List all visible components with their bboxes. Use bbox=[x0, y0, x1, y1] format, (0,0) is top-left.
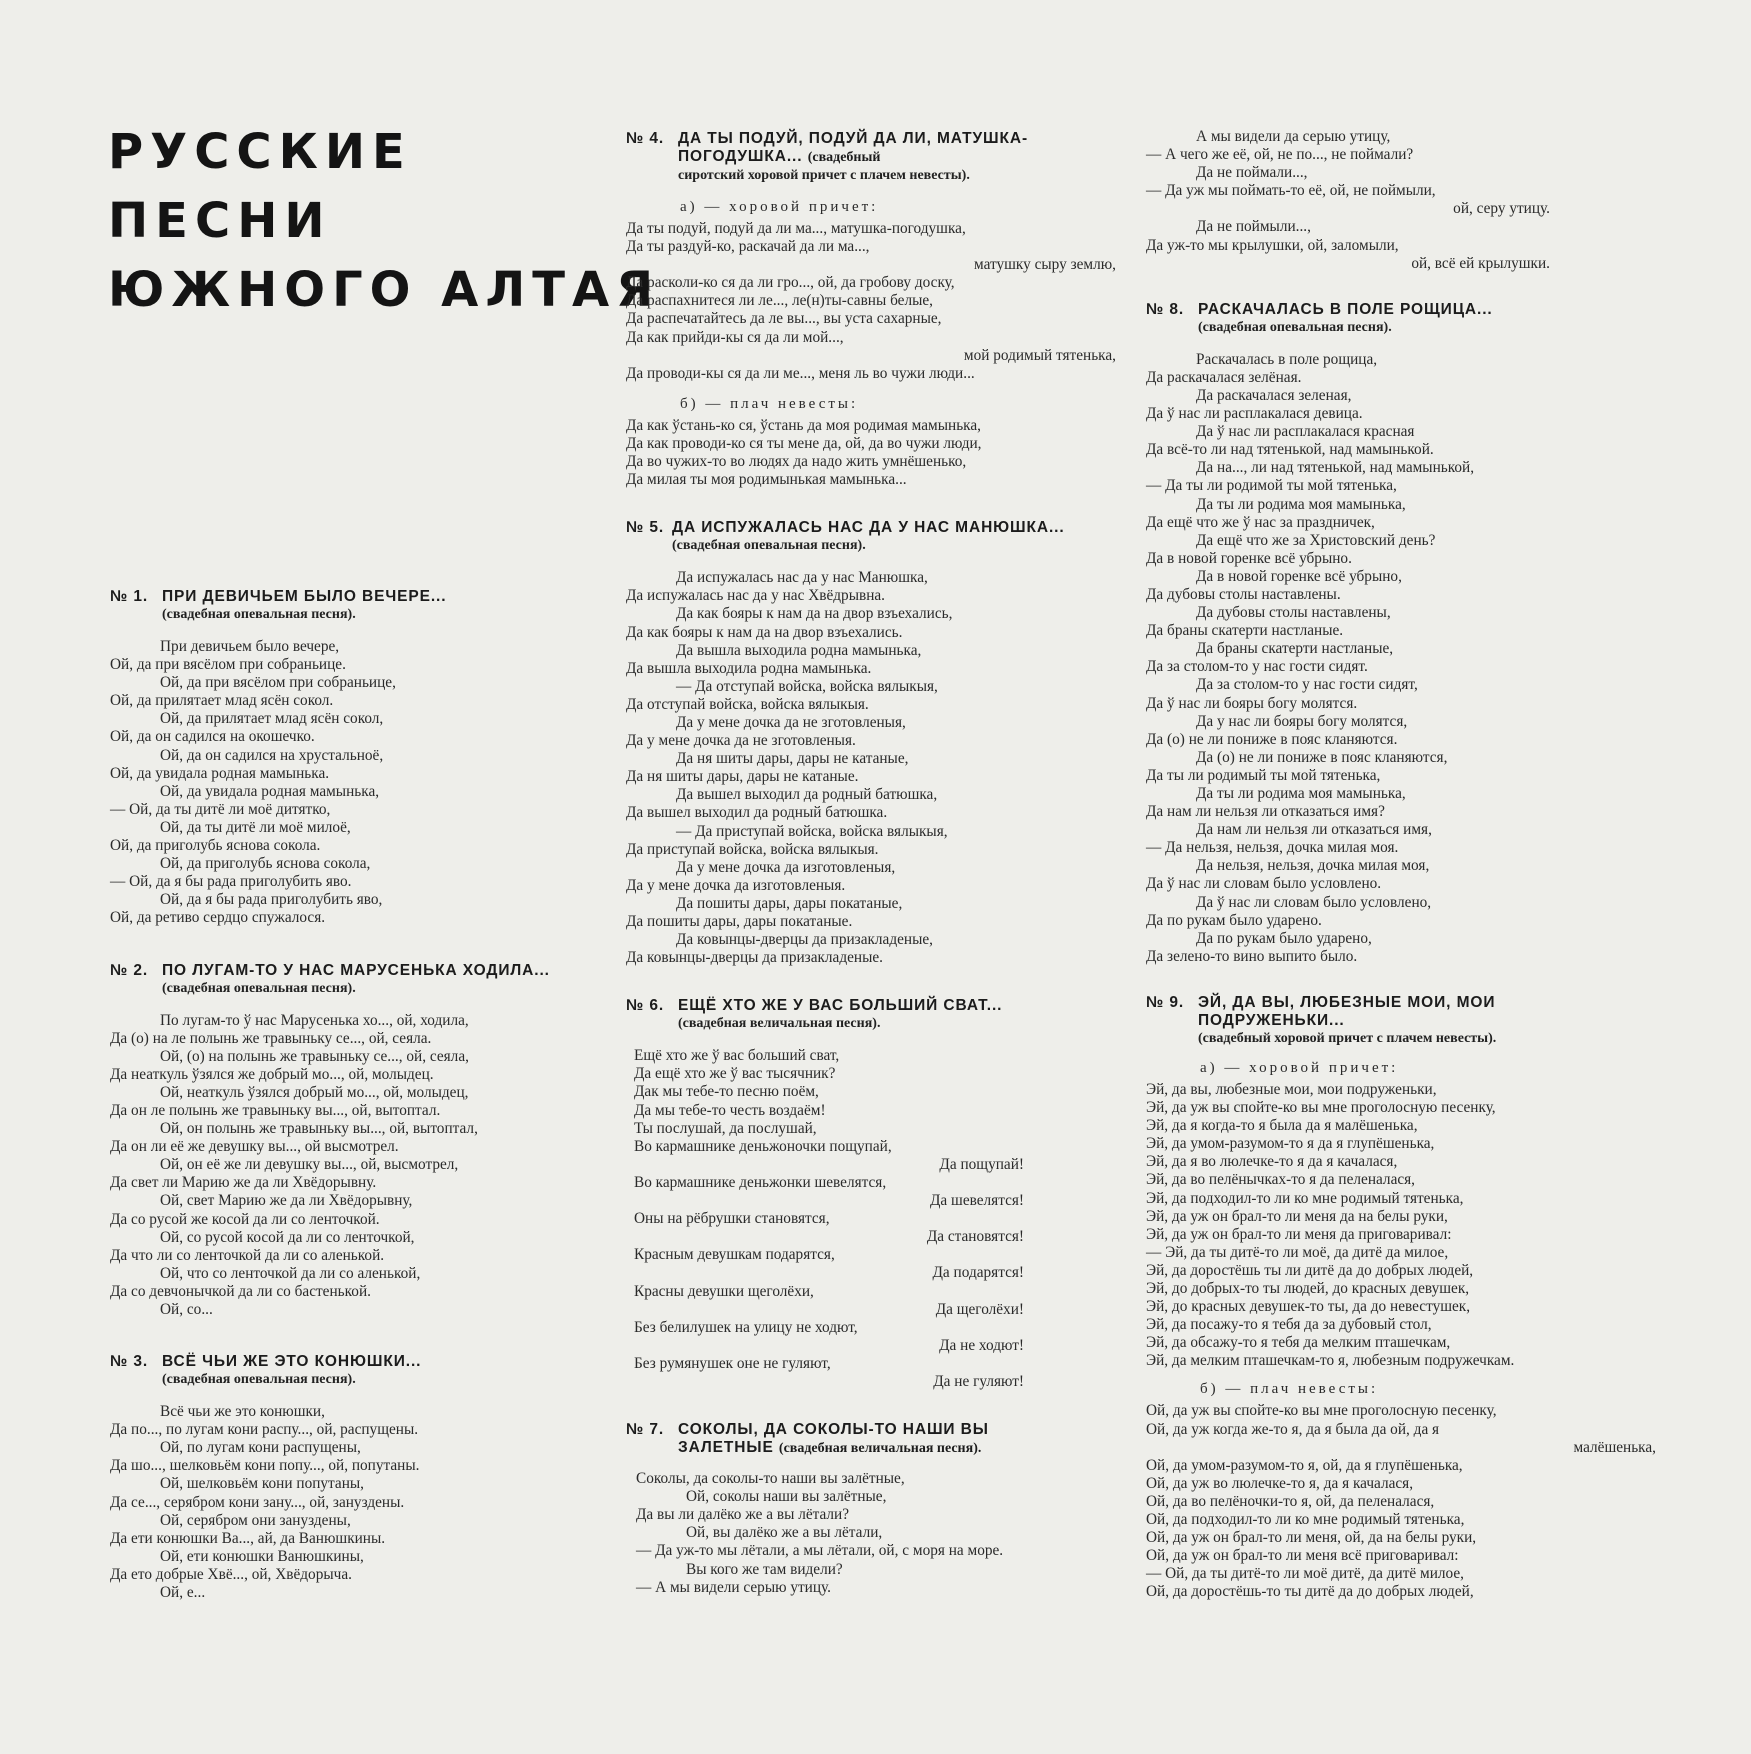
lyric-line: — Ой, да я бы рада приголубить яво. bbox=[110, 873, 352, 891]
lyric-line: Да щеголёхи! bbox=[935, 1300, 1024, 1318]
lyric-line: Да испужалась нас да у нас Манюшка, bbox=[676, 569, 928, 587]
song-number: № 3. bbox=[110, 1353, 149, 1371]
lyric-line: Да уж-то мы крылушки, ой, заломыли, bbox=[1146, 236, 1399, 254]
lyric-line: Ой, неаткуль ўзялся добрый мо..., ой, молыдец, bbox=[160, 1083, 469, 1101]
lyric-line: Да ещё что же за Христовский день? bbox=[1196, 531, 1436, 549]
lyric-line: Да (о) не ли пониже в пояс кланяются. bbox=[1146, 730, 1398, 748]
lyric-line: Да у мене дочка да не зготовленыя. bbox=[626, 732, 856, 750]
song-lyrics bbox=[1146, 351, 1666, 966]
lyric-line: Ой, да при вясёлом при собраньице. bbox=[110, 656, 346, 674]
song-number: № 5. bbox=[626, 519, 665, 537]
section-label-a: а) — хоровой причет: bbox=[1200, 1059, 1399, 1076]
song-lyrics bbox=[110, 1403, 610, 1602]
song-lyrics bbox=[626, 1470, 1126, 1597]
lyric-line: Да дубовы столы наставлены. bbox=[1146, 585, 1341, 603]
lyric-line: Ой, он полынь же травыньку вы..., ой, вытоптал, bbox=[160, 1120, 478, 1138]
lyric-line: Да нам ли нельзя ли отказаться имя? bbox=[1146, 803, 1385, 821]
lyric-line: — Да приступай войска, войска вялыкыя, bbox=[676, 822, 948, 840]
lyric-line: — Да уж-то мы лётали, а мы лётали, ой, с моря на море. bbox=[636, 1542, 1004, 1560]
song-number: № 4. bbox=[626, 130, 665, 147]
song-number: № 9. bbox=[1146, 993, 1185, 1011]
page-title-line-1: РУССКИЕ bbox=[108, 124, 412, 180]
song-subtitle: (свадебная опевальная песня). bbox=[162, 1372, 356, 1388]
song-subtitle: (свадебный хоровой причет с плачем невесты). bbox=[1198, 1030, 1497, 1046]
song-6 bbox=[626, 997, 1126, 1391]
lyric-line: Без румянушек оне не гуляют, bbox=[634, 1354, 831, 1372]
lyric-line: Ой, да при вясёлом при собраньице, bbox=[160, 674, 396, 692]
song-lyrics bbox=[626, 569, 1126, 967]
lyric-line: Да ты ли родима моя мамынька, bbox=[1196, 495, 1406, 513]
lyric-line: А мы видели да серыю утицу, bbox=[1196, 128, 1391, 145]
lyric-line: Да пошиты дары, дары покатаные, bbox=[676, 894, 903, 912]
lyric-line: Ой, да приголубь яснова сокола, bbox=[160, 855, 371, 873]
lyric-line: Всё чьи же это конюшки, bbox=[160, 1403, 325, 1421]
song-8 bbox=[1146, 301, 1666, 966]
lyric-line: Да как бояры к нам да на двор взъехались. bbox=[626, 623, 903, 641]
lyric-line: Соколы, да соколы-то наши вы залётные, bbox=[636, 1470, 905, 1488]
lyric-line: Да во чужих-то во людях да надо жить умнёшенько, bbox=[626, 453, 967, 471]
lyric-line: ой, всё ей крылушки. bbox=[1411, 254, 1550, 272]
lyric-line: Да ты раздуй-ко, раскачай да ли ма..., bbox=[626, 238, 870, 256]
lyric-line: Да ковынцы-дверцы да призакладеные, bbox=[676, 931, 933, 949]
song-number: № 8. bbox=[1146, 300, 1185, 318]
lyric-line: Ой, да умом-разумом-то я, ой, да я глупёшенька, bbox=[1146, 1456, 1463, 1474]
song-subtitle: (свадебная величальная песня). bbox=[678, 1016, 881, 1032]
lyric-line: малёшенька, bbox=[1573, 1438, 1656, 1456]
lyric-line: Ой, да приголубь яснова сокола. bbox=[110, 837, 321, 855]
lyric-line: Эй, да во пелёнычках-то я да пеленалася, bbox=[1146, 1171, 1416, 1189]
lyric-line: Да милая ты моя родимынькая мамынька... bbox=[626, 471, 907, 489]
lyric-line: Эй, да я когда-то я была да я малёшенька, bbox=[1146, 1117, 1418, 1135]
column-1 bbox=[110, 588, 610, 1602]
lyric-line: Да ты подуй, подуй да ли ма..., матушка-погодушка, bbox=[626, 220, 966, 237]
song-number: № 1. bbox=[110, 588, 149, 605]
lyric-line: Ой, да уж когда же-то я, да я была да ой, да я bbox=[1146, 1420, 1440, 1438]
lyric-line: Да раскачалася зеленая, bbox=[1196, 386, 1352, 404]
lyric-line: Во кармашнике деньжоночки пощупай, bbox=[634, 1137, 892, 1155]
song-1 bbox=[110, 588, 610, 928]
lyric-line: — Да уж мы поймать-то её, ой, не поймыли, bbox=[1146, 182, 1436, 200]
lyric-line: Ой, да подходил-то ли ко мне родимый тятенька, bbox=[1146, 1511, 1465, 1528]
lyric-line: Ой, да уж он брал-то ли меня, ой, да на белы руки, bbox=[1146, 1529, 1477, 1547]
lyric-line: Вы кого же там видели? bbox=[686, 1560, 843, 1578]
lyric-line: Да вышел выходил да родный батюшка, bbox=[676, 786, 938, 804]
lyric-line: Да как проводи-ко ся ты мене да, ой, да во чужи люди, bbox=[626, 434, 982, 452]
lyric-line: Да как бояры к нам да на двор взъехались, bbox=[676, 605, 953, 623]
lyric-line: Да вышла выходила родна мамынька, bbox=[676, 641, 922, 659]
lyric-line: Ой, да ретиво сердцо спужалося. bbox=[110, 909, 326, 927]
song-9 bbox=[1146, 994, 1666, 1602]
lyric-line: Ой, (о) на полынь же травыньку се..., ой, сеяла, bbox=[160, 1047, 469, 1065]
song-heading-text: ДА ТЫ ПОДУЙ, ПОДУЙ ДА ЛИ, МАТУШКА-ПОГОДУШКА... bbox=[678, 130, 1029, 165]
song-subtitle: (свадебная опевальная песня). bbox=[672, 538, 866, 554]
lyric-line: Да подарятся! bbox=[932, 1264, 1024, 1282]
song-subtitle: (свадебная опевальная песня). bbox=[162, 607, 356, 622]
lyric-line: Да нельзя, нельзя, дочка милая моя, bbox=[1196, 857, 1430, 875]
song-heading bbox=[678, 1421, 1088, 1458]
lyric-line: Да как ўстань-ко ся, ўстань да моя родимая мамынька, bbox=[626, 416, 981, 434]
lyric-line: Да ети конюшки Ва..., ай, да Ванюшкины. bbox=[110, 1529, 386, 1547]
song-2 bbox=[110, 962, 610, 1320]
lyric-line: — Да отступай войска, войска вялыкыя, bbox=[676, 677, 938, 695]
lyric-line: Эй, да уж он брал-то ли меня да на белы руки, bbox=[1146, 1207, 1448, 1225]
lyric-line: Да по рукам было ударено. bbox=[1146, 911, 1322, 929]
lyric-line: Да ў нас ли расплакалася девица. bbox=[1146, 405, 1363, 423]
lyric-line: мой родимый тятенька, bbox=[963, 346, 1116, 364]
song-lyrics bbox=[110, 1012, 610, 1320]
lyric-line: Ой, шелковьём кони попутаны, bbox=[160, 1475, 364, 1493]
lyric-line: Да расколи-ко ся да ли гро..., ой, да гробову доску, bbox=[626, 274, 955, 292]
lyric-line: — А чего же её, ой, не по..., не поймали? bbox=[1146, 146, 1414, 164]
lyric-line: Да он ле полынь же травыньку вы..., ой, вытоптал. bbox=[110, 1101, 441, 1119]
lyric-line: — Да нельзя, нельзя, дочка милая моя. bbox=[1146, 839, 1399, 857]
song-subtitle-start: (свадебный bbox=[807, 150, 881, 165]
lyric-line: Эй, да посажу-то я тебя да за дубовый стол, bbox=[1146, 1316, 1432, 1334]
lyric-line: Да свет ли Марию же да ли Хвёдорывну. bbox=[110, 1174, 377, 1192]
lyric-line: Да ў нас ли словам было условлено, bbox=[1196, 893, 1432, 911]
lyric-line: Да шо..., шелковьём кони попу..., ой, попутаны. bbox=[110, 1457, 420, 1475]
lyric-line: Да становятся! bbox=[926, 1228, 1024, 1246]
lyric-line: — А мы видели серыю утицу. bbox=[636, 1578, 831, 1596]
lyric-line: ой, серу утицу. bbox=[1453, 200, 1550, 218]
lyric-line: Ой, свет Марию же да ли Хвёдорывну, bbox=[160, 1192, 413, 1210]
lyric-line: Да проводи-кы ся да ли ме..., меня ль во чужи люди... bbox=[626, 364, 975, 382]
song-heading: ПРИ ДЕВИЧЬЕМ БЫЛО ВЕЧЕРЕ... bbox=[162, 588, 447, 605]
lyric-line: Да всё-то ли над тятенькой, над мамынькой. bbox=[1146, 441, 1434, 459]
lyric-line: Раскачалась в поле рощица, bbox=[1196, 350, 1378, 368]
lyric-line: Ты послушай, да послушай, bbox=[634, 1119, 817, 1137]
lyric-line: Ой, соколы наши вы залётные, bbox=[686, 1488, 887, 1506]
lyric-line: Да на..., ли над тятенькой, над мамынькой, bbox=[1196, 459, 1475, 477]
lyric-line: Да ня шиты дары, дары не катаные, bbox=[676, 750, 909, 768]
lyric-line: Да у нас ли бояры богу молятся, bbox=[1196, 712, 1408, 730]
lyric-line: Да не ходют! bbox=[939, 1336, 1024, 1354]
lyric-line: Ой, да увидала родная мамынька. bbox=[110, 764, 330, 782]
column-3 bbox=[1146, 128, 1666, 1601]
lyric-line: Ой, да я бы рада приголубить яво, bbox=[160, 891, 383, 909]
lyric-line: Красным девушкам подарятся, bbox=[634, 1246, 835, 1264]
song-lyrics bbox=[626, 1047, 1024, 1391]
lyric-line: — Да ты ли родимой ты мой тятенька, bbox=[1146, 477, 1397, 495]
song-heading: ЭЙ, ДА ВЫ, ЛЮБЕЗНЫЕ МОИ, МОИ ПОДРУЖЕНЬКИ... bbox=[1198, 993, 1496, 1029]
lyric-line: Да не поймали..., bbox=[1196, 164, 1308, 182]
lyric-line: Эй, да уж вы спойте-ко вы мне проголосную песенку, bbox=[1146, 1099, 1496, 1117]
lyric-line: Да браны скатерти настланые, bbox=[1196, 640, 1394, 658]
lyric-line: Да приступай войска, войска вялыкыя. bbox=[626, 840, 879, 858]
lyric-line: Да у мене дочка да изготовленыя. bbox=[626, 876, 846, 894]
lyric-line: Да ето добрые Хвё..., ой, Хвёдорыча. bbox=[110, 1565, 352, 1583]
song-number: № 2. bbox=[110, 961, 149, 979]
lyric-line: Да не поймыли..., bbox=[1196, 218, 1311, 236]
section-label-a: а) — хоровой причет: bbox=[680, 199, 879, 215]
lyric-line: Ой, да уж во люлечке-то я, да я качалася, bbox=[1146, 1474, 1414, 1492]
song-lyrics-a bbox=[626, 220, 1126, 383]
lyric-line: Красны девушки щеголёхи, bbox=[634, 1282, 814, 1300]
lyric-line: Без белилушек на улицу не ходют, bbox=[634, 1318, 858, 1336]
lyric-line: Ой, по лугам кони распущены, bbox=[160, 1439, 361, 1457]
lyric-line: Да со русой же косой да ли со ленточкой. bbox=[110, 1210, 380, 1228]
lyric-line: Да ня шиты дары, дары не катаные. bbox=[626, 768, 859, 786]
lyric-line: Ой, да увидала родная мамынька, bbox=[160, 782, 380, 800]
lyric-line: Ой, да уж он брал-то ли меня всё приговаривал: bbox=[1146, 1547, 1459, 1565]
song-4 bbox=[626, 130, 1126, 489]
column-2 bbox=[626, 130, 1126, 1597]
song-heading: ДА ИСПУЖАЛАСЬ НАС ДА У НАС МАНЮШКА... bbox=[672, 519, 1065, 537]
lyric-line: Эй, да вы, любезные мои, мои подруженьки, bbox=[1146, 1080, 1437, 1098]
song-number: № 7. bbox=[626, 1421, 665, 1439]
lyric-line: Да в новой горенке всё убрыно, bbox=[1196, 567, 1402, 585]
song-lyrics-a bbox=[1146, 1081, 1666, 1371]
song-heading bbox=[678, 130, 1078, 167]
lyric-line: Да распахнитеся ли ле..., ле(н)ты-савны белые, bbox=[626, 292, 933, 310]
lyric-line: Ой, вы далёко же а вы лётали, bbox=[686, 1524, 883, 1542]
lyric-line: Да раскачалася зелёная. bbox=[1146, 368, 1302, 386]
lyric-line: Ой, да уж вы спойте-ко вы мне проголосную песенку, bbox=[1146, 1402, 1497, 1420]
song-heading: РАСКАЧАЛАСЬ В ПОЛЕ РОЩИЦА... bbox=[1198, 300, 1493, 318]
lyric-line: Ещё хто же ў вас больший сват, bbox=[634, 1047, 840, 1065]
lyric-line: Эй, до красных девушек-то ты, да до невестушек, bbox=[1146, 1298, 1471, 1316]
lyric-line: Ой, да прилятает млад ясён сокол, bbox=[160, 710, 384, 728]
lyric-line: Да вышла выходила родна мамынька. bbox=[626, 659, 872, 677]
lyric-line: — Ой, да ты дитё ли моё дитятко, bbox=[110, 800, 331, 818]
lyric-line: Ой, серябром они зануздены, bbox=[160, 1511, 351, 1529]
lyric-line: Да по..., по лугам кони распу..., ой, распущены. bbox=[110, 1421, 419, 1439]
page-title bbox=[108, 118, 660, 325]
lyric-line: При девичьем было вечере, bbox=[160, 638, 340, 655]
lyric-line: Да се..., серябром кони зану..., ой, зануздены. bbox=[110, 1493, 405, 1511]
song-heading: ВСЁ ЧЬИ ЖЕ ЭТО КОНЮШКИ... bbox=[162, 1353, 422, 1371]
section-label-b: б) — плач невесты: bbox=[1200, 1381, 1379, 1398]
lyric-line: — Ой, да ты дитё-то ли моё дитё, да дитё милое, bbox=[1146, 1565, 1464, 1583]
song-7-continuation bbox=[1146, 128, 1666, 273]
lyric-line: Эй, да обсажу-то я тебя да мелким пташечкам, bbox=[1146, 1334, 1451, 1352]
lyric-line: Да ты ли родима моя мамынька, bbox=[1196, 785, 1406, 802]
lyric-line: Да в новой горенке всё убрыно. bbox=[1146, 549, 1352, 567]
lyric-line: Да у мене дочка да изготовленыя, bbox=[676, 858, 896, 876]
lyric-line: матушку сыру землю, bbox=[974, 256, 1116, 274]
lyric-line: Да что ли со ленточкой да ли со аленькой. bbox=[110, 1246, 385, 1264]
lyric-line: Да у мене дочка да не зготовленыя, bbox=[676, 713, 906, 731]
song-number: № 6. bbox=[626, 997, 665, 1015]
lyric-line: Эй, да дорост​ёшь ты ли дитё да до добрых людей, bbox=[1146, 1261, 1474, 1279]
song-lyrics-b bbox=[1146, 1402, 1666, 1601]
lyric-line: Ой, он её же ли девушку вы..., ой, высмотрел, bbox=[160, 1156, 459, 1174]
song-heading: ЕЩЁ ХТО ЖЕ У ВАС БОЛЬШИЙ СВАТ... bbox=[678, 997, 1003, 1015]
lyric-line: Да браны скатерти настланые. bbox=[1146, 622, 1344, 640]
lyric-line: Эй, да уж он брал-то ли меня да приговаривал: bbox=[1146, 1225, 1452, 1243]
lyric-line: Ой, да он садился на хрустальноё, bbox=[160, 746, 384, 764]
song-lyrics-b bbox=[626, 417, 1126, 489]
lyric-line: Да за столом-то у нас гости сидят. bbox=[1146, 658, 1368, 676]
song-5 bbox=[626, 519, 1126, 967]
lyric-line: Да пощупай! bbox=[939, 1155, 1024, 1173]
lyric-line: Да ў нас ли бояры богу молятся. bbox=[1146, 694, 1358, 712]
lyric-line: Да ў нас ли словам было условлено. bbox=[1146, 875, 1382, 893]
lyric-line: Ой, со русой косой да ли со ленточкой, bbox=[160, 1228, 415, 1246]
lyric-line: Ой, да он садился на окошечко. bbox=[110, 728, 315, 746]
lyric-line: Да за столом-то у нас гости сидят, bbox=[1196, 676, 1418, 694]
lyric-line: Да вы ли далёко же а вы лётали? bbox=[636, 1506, 850, 1524]
song-subtitle: (свадебная величальная песня). bbox=[778, 1441, 982, 1457]
song-7 bbox=[626, 1421, 1126, 1597]
lyric-line: Ой, да дорост​ёшь-то ты дитё да до добрых людей, bbox=[1146, 1583, 1474, 1601]
lyric-line: Да ў нас ли расплакалася красная bbox=[1196, 423, 1415, 441]
lyric-line: Да ты ли родимый ты мой тятенька, bbox=[1146, 766, 1381, 784]
lyric-line: Ой, что со ленточкой да ли со аленькой, bbox=[160, 1264, 421, 1282]
lyric-line: Да испужалась нас да у нас Хвёдрывна. bbox=[626, 587, 886, 605]
lyric-line: Да со девчонычкой да ли со бастенькой. bbox=[110, 1282, 371, 1300]
lyric-line: Да отступай войска, войска вялыкыя. bbox=[626, 695, 869, 713]
page-title-line-2: ПЕСНИ bbox=[108, 193, 332, 249]
song-subtitle: (свадебная опевальная песня). bbox=[1198, 319, 1392, 335]
song-heading-text: СОКОЛЫ, ДА СОКОЛЫ-ТО НАШИ ВЫ ЗАЛЕТНЫЕ bbox=[678, 1421, 989, 1457]
song-subtitle: (свадебная опевальная песня). bbox=[162, 980, 356, 996]
lyric-line: Да дубовы столы наставлены, bbox=[1196, 604, 1391, 622]
lyric-line: Да он ли её же девушку вы..., ой высмотрел. bbox=[110, 1138, 399, 1156]
lyric-line: Ой, е... bbox=[160, 1584, 206, 1602]
lyric-line: Оны на рёбрушки становятся, bbox=[634, 1210, 830, 1228]
song-heading: ПО ЛУГАМ-ТО У НАС МАРУСЕНЬКА ХОДИЛА... bbox=[162, 961, 550, 979]
section-label-b: б) — плач невесты: bbox=[680, 395, 859, 412]
lyric-line: Да не гуляют! bbox=[933, 1372, 1024, 1390]
lyric-line: По лугам-то ў нас Марусенька хо..., ой, ходила, bbox=[160, 1011, 469, 1029]
lyric-line: Ой, со... bbox=[160, 1301, 213, 1318]
lyric-line: Да пошиты дары, дары покатаные. bbox=[626, 913, 853, 930]
lyric-line: Да (о) на ле полынь же травыньку се..., ой, сеяла. bbox=[110, 1029, 432, 1047]
lyric-line: Да ещё что же ў нас за праздничек, bbox=[1146, 513, 1375, 531]
lyric-line: Да мы тебе-то честь воздаём! bbox=[634, 1101, 826, 1119]
lyric-line: Эй, да подходил-то ли ко мне родимый тятенька, bbox=[1146, 1189, 1464, 1207]
lyric-line: Эй, да я во люлечке-то я да я качалася, bbox=[1146, 1153, 1398, 1171]
lyric-line: Да зелено-то вино выпито было. bbox=[1146, 947, 1358, 965]
lyric-line: Ой, да ты дитё ли моё милоё, bbox=[160, 818, 351, 836]
lyric-line: Эй, да умом-разумом-то я да я глупёшенька, bbox=[1146, 1135, 1435, 1153]
song-subtitle: сиротский хоровой причет с плачем невесты). bbox=[678, 168, 970, 183]
song-3 bbox=[110, 1353, 610, 1602]
lyric-line: Да неаткуль ўзялся же добрый мо..., ой, молыдец. bbox=[110, 1065, 434, 1083]
lyric-line: Да вышел выходил да родный батюшка. bbox=[626, 804, 888, 822]
lyric-line: Да ковынцы-дверцы да призакладеные. bbox=[626, 949, 883, 967]
lyric-line: Ой, ети конюшки Ванюшкины, bbox=[160, 1547, 364, 1565]
page-title-line-3: ЮЖНОГО АЛТАЯ bbox=[108, 262, 661, 318]
lyric-line: Да как прийди-кы ся да ли мой..., bbox=[626, 328, 844, 346]
lyric-line: Ой, да во пелёночки-то я, ой, да пеленалася, bbox=[1146, 1492, 1435, 1510]
lyric-line: Да шевелятся! bbox=[930, 1192, 1024, 1210]
lyric-line: Да распечатайтесь да ле вы..., вы уста сахарные, bbox=[626, 310, 942, 328]
lyric-line: Да нам ли нельзя ли отказаться имя, bbox=[1196, 821, 1432, 839]
lyric-line: Эй, да мелким пташечкам-то я, любезным подружечкам. bbox=[1146, 1352, 1515, 1370]
lyric-line: Эй, до добрых-то ты людей, до красных девушек, bbox=[1146, 1279, 1470, 1297]
lyric-line: Во кармашнике деньжонки шевелятся, bbox=[634, 1173, 887, 1191]
lyric-line: Дак мы тебе-то песню поём, bbox=[634, 1083, 819, 1101]
lyric-line: Да по рукам было ударено, bbox=[1196, 929, 1372, 947]
lyric-line: Ой, да прилятает млад ясён сокол. bbox=[110, 692, 334, 710]
song-lyrics bbox=[110, 638, 610, 928]
lyric-line: — Эй, да ты дитё-то ли моё, да дитё да милое, bbox=[1146, 1243, 1449, 1261]
lyric-line: Да ещё хто же ў вас тысячник? bbox=[634, 1065, 836, 1083]
lyric-line: Да (о) не ли пониже в пояс кланяются, bbox=[1196, 748, 1448, 766]
